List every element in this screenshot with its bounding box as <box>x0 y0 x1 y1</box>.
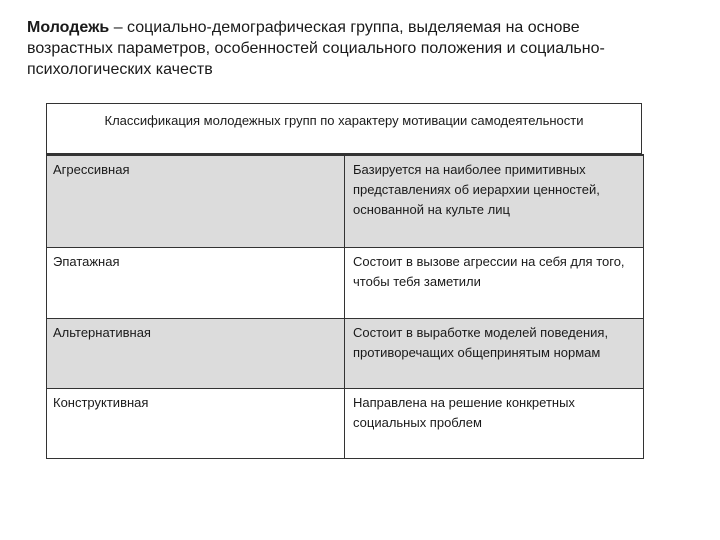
group-description: Состоит в вызове агрессии на себя для того, чтобы тебя заметили <box>353 254 625 289</box>
intro-term: Молодежь <box>27 19 110 36</box>
column-divider <box>344 319 345 388</box>
group-name: Эпатажная <box>53 254 120 269</box>
table-row <box>46 248 644 319</box>
group-name: Агрессивная <box>53 162 130 177</box>
table-row <box>46 389 644 459</box>
table-row <box>46 154 644 248</box>
group-name: Конструктивная <box>53 395 149 410</box>
intro-paragraph <box>27 17 667 80</box>
classification-table <box>46 103 644 459</box>
intro-definition: – социально-демографическая группа, выделяемая на основе возрастных параметров, особенностей социального положения и социально-психологических качеств <box>27 19 605 78</box>
column-divider <box>344 156 345 247</box>
group-description: Направлена на решение конкретных социальных проблем <box>353 395 575 430</box>
column-divider <box>344 389 345 458</box>
table-row <box>46 319 644 389</box>
group-description: Состоит в выработке моделей поведения, противоречащих общепринятым нормам <box>353 325 609 360</box>
group-name: Альтернативная <box>53 325 151 340</box>
column-divider <box>344 248 345 318</box>
group-description: Базируется на наиболее примитивных представлениях об иерархии ценностей, основанной на культе лиц <box>353 162 600 217</box>
table-title: Классификация молодежных групп по характеру мотивации самодеятельности <box>46 103 642 154</box>
